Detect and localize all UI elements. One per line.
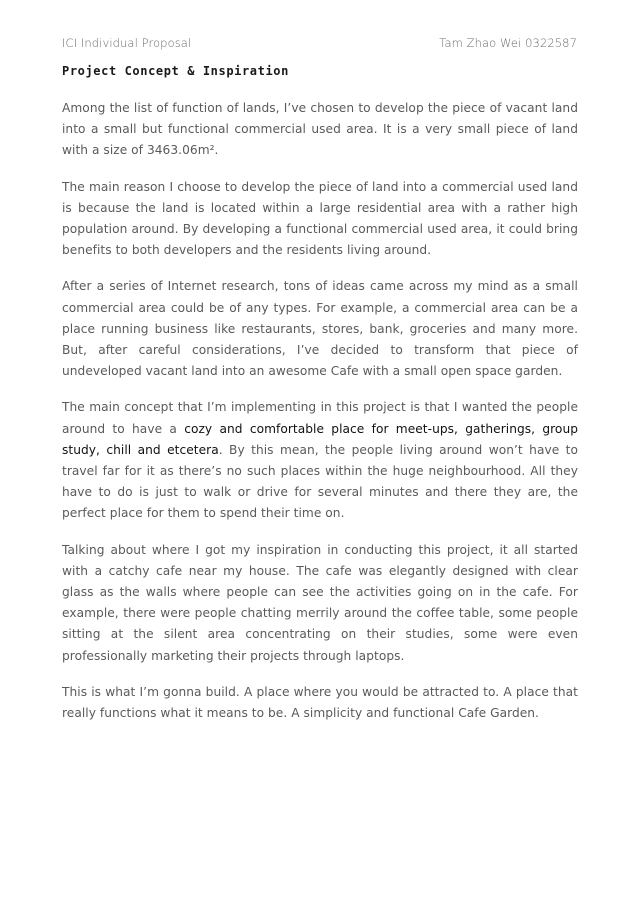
paragraph-conclusion: This is what I’m gonna build. A place where you would be attracted to. A place that really functions what it means to be. A simplicity and functional Cafe Garden. bbox=[62, 684, 578, 721]
concept-highlight: cozy and comfortable place for meet-ups, gatherings, group study, chill and etcetera bbox=[62, 421, 579, 457]
paragraph-main-reason: The main reason I choose to develop the piece of land into a commercial used land is because the land is located within a large residential area with a rather high population around. By developing a functional commercial used area, it could bring benefits to both developers and the residents living around. bbox=[62, 179, 578, 258]
page-header bbox=[62, 36, 577, 56]
header-document-title: ICI Individual Proposal bbox=[62, 36, 192, 50]
header-author: Tam Zhao Wei 0322587 bbox=[439, 36, 577, 50]
paragraph-research: After a series of Internet research, tons of ideas came across my mind as a small commercial area could be of any types. For example, a commercial area can be a place running business like restaurants, stores, bank, groceries and many more. But, after careful considerations, I’ve decided to transform that piece of undeveloped vacant land into an awesome Cafe with a small open space garden. bbox=[62, 279, 578, 379]
concept-text-before: The main concept that I’m implementing in this project is that I wanted the people around to have a bbox=[62, 400, 578, 436]
paragraph-land-choice: Among the list of function of lands, I’ve chosen to develop the piece of vacant land into a small but functional commercial used area. It is a very small piece of land with a size of 3463.06m². bbox=[62, 101, 578, 158]
body-text bbox=[62, 98, 578, 739]
section-title: Project Concept & Inspiration bbox=[62, 64, 289, 78]
paragraph-main-concept bbox=[62, 397, 578, 524]
paragraph-inspiration: Talking about where I got my inspiration in conducting this project, it all started with a catchy cafe near my house. The cafe was elegantly designed with clear glass as the walls where people can see the activities going on in the cafe. For example, there were people chatting merrily around the coffee table, some people sitting at the silent area concentrating on their studies, some were even professionally marketing their projects through laptops. bbox=[62, 542, 578, 663]
concept-text-after: . By this mean, the people living around won’t have to travel far for it as there’s no such places within the huge neighbourhood. All they have to do is just to walk or drive for several minutes and there they are, the perfect place for them to spend their time on. bbox=[62, 442, 579, 521]
